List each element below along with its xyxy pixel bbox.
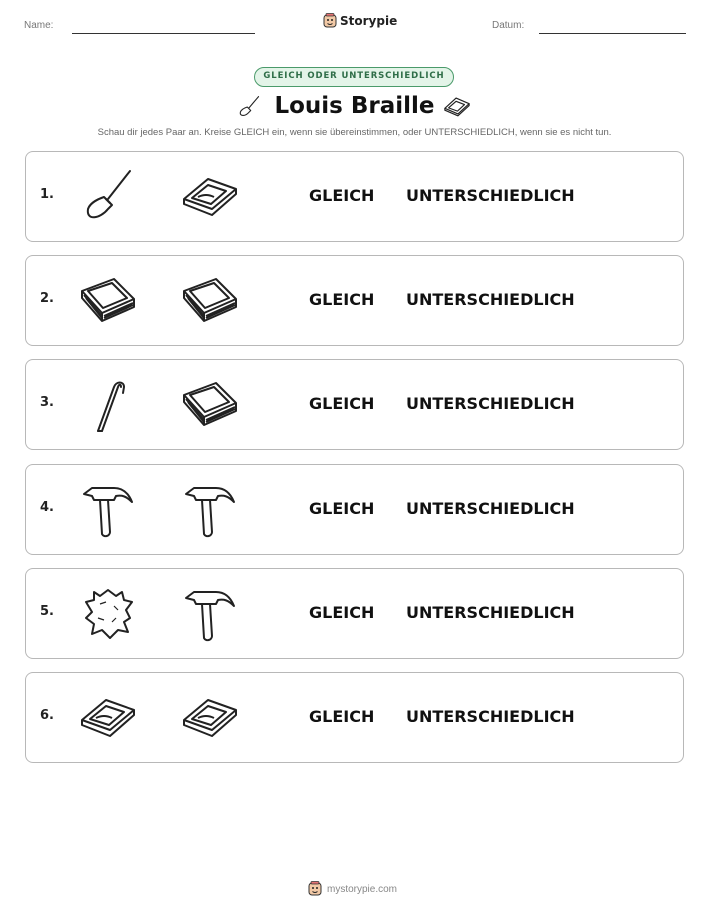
right-picture [180,375,240,435]
right-picture [180,167,240,227]
footer [308,881,397,897]
question-number: 1. [40,187,54,202]
same-option[interactable]: GLEICH [309,707,375,726]
date-line[interactable] [539,33,686,34]
storypie-mascot-icon [323,13,337,29]
book-icon [180,271,240,331]
leather-hide-icon [78,584,138,644]
slate-icon [78,688,138,748]
different-option[interactable]: UNTERSCHIEDLICH [406,602,575,622]
right-picture [180,480,240,540]
slate-icon [180,167,240,227]
question-row-1 [25,151,684,242]
different-option[interactable]: UNTERSCHIEDLICH [406,707,575,726]
different-option[interactable]: UNTERSCHIEDLICH [406,394,575,414]
question-number: 4. [40,499,54,515]
question-number: 2. [40,291,54,307]
slate-icon [443,94,471,118]
date-label: Datum: [492,20,525,31]
name-label: Name: [24,20,54,31]
question-number: 5. [40,603,54,619]
worksheet-type-badge: GLEICH ODER UNTERSCHIEDLICH [254,67,454,87]
brand-name: Storypie [340,14,398,28]
name-line[interactable] [72,33,255,34]
storypie-mascot-icon [308,881,322,897]
same-option[interactable]: GLEICH [309,290,375,310]
question-number: 3. [40,395,54,411]
question-row-3 [25,359,684,450]
right-picture [180,688,240,748]
hammer-icon [78,480,138,540]
footer-url: mystorypie.com [327,883,398,895]
different-option[interactable]: UNTERSCHIEDLICH [406,186,575,205]
same-option[interactable]: GLEICH [309,498,375,518]
storypie-logo [323,13,397,29]
question-row-2 [25,255,684,346]
left-picture [78,271,138,331]
question-row-6 [25,672,684,763]
question-row-4 [25,464,684,555]
book-icon [78,271,138,331]
question-row-5 [25,568,684,659]
different-option[interactable]: UNTERSCHIEDLICH [406,290,575,310]
right-picture [180,584,240,644]
left-picture [78,375,138,435]
left-picture [78,167,138,227]
page-title: Louis Braille [274,93,435,119]
hammer-icon [180,480,240,540]
same-option[interactable]: GLEICH [309,394,375,414]
different-option[interactable]: UNTERSCHIEDLICH [406,498,575,518]
awl-icon [78,167,138,227]
same-option[interactable]: GLEICH [309,602,375,622]
same-option[interactable]: GLEICH [309,186,375,205]
left-picture [78,584,138,644]
left-picture [78,480,138,540]
book-icon [180,375,240,435]
instructions: Schau dir jedes Paar an. Kreise GLEICH ein, wenn sie übereinstimmen, oder UNTERSCHIEDLICH, wenn sie es nicht tun. [97,127,612,138]
left-picture [78,688,138,748]
question-number: 6. [40,708,54,723]
slate-icon [180,688,240,748]
right-picture [180,271,240,331]
cane-icon [78,375,138,435]
hammer-icon [180,584,240,644]
